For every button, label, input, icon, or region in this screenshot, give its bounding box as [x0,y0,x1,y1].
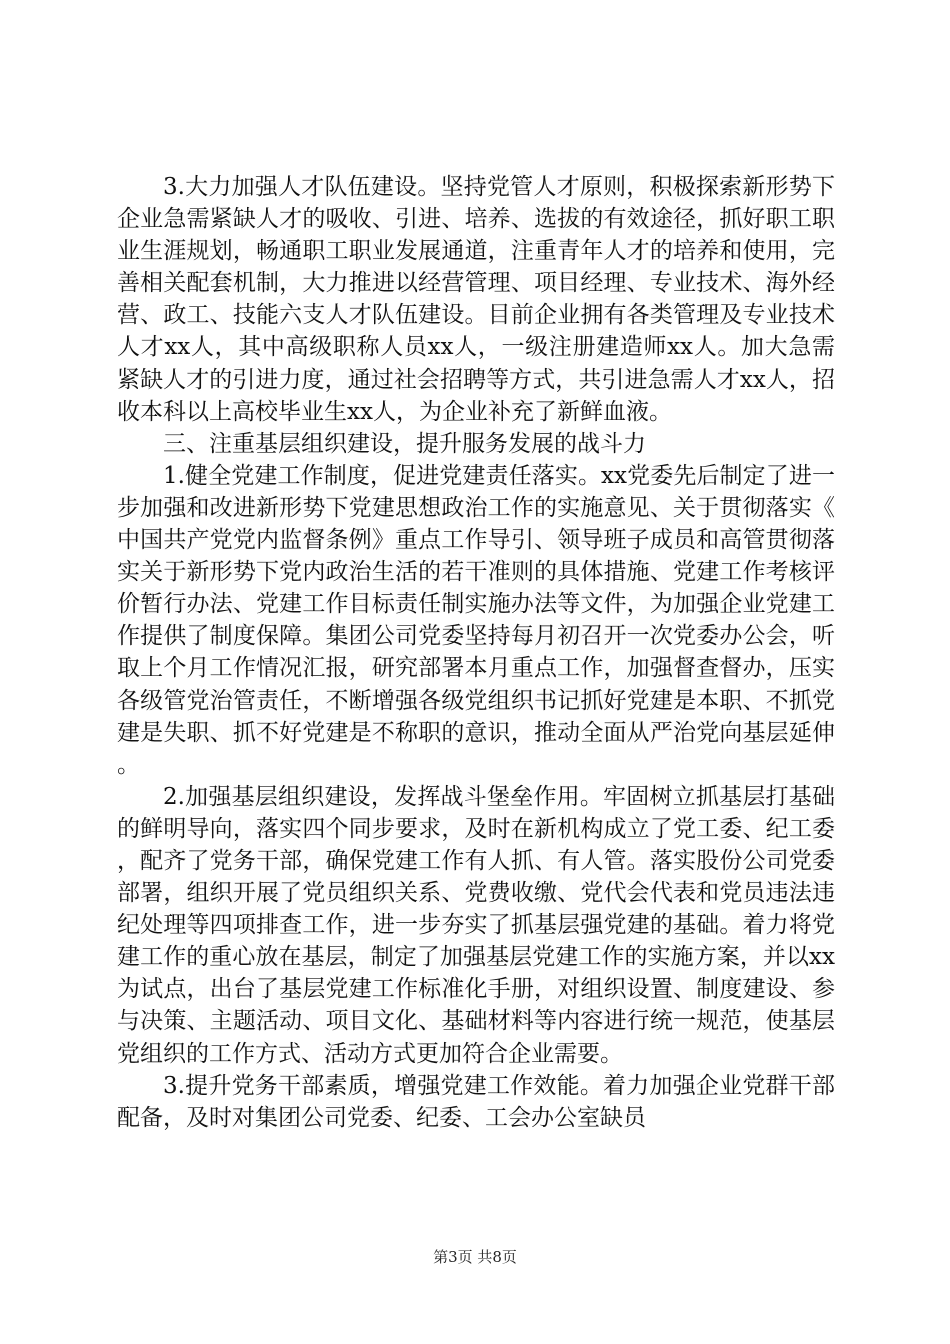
section-heading-grassroots: 三、注重基层组织建设，提升服务发展的战斗力 [163,430,646,457]
paragraph-party-cadres: 3.提升党务干部素质，增强党建工作效能。着力加强企业党群干部配备，及时对集团公司党委、纪委、工会办公室缺员 [117,1072,835,1131]
page-number-footer: 第3页 共8页 [433,1248,517,1266]
paragraph-party-system: 1.健全党建工作制度，促进党建责任落实。xx党委先后制定了进一步加强和改进新形势下党建思想政治工作的实施意见、关于贯彻落实《中国共产党党内监督条例》重点工作导引、领导班子成员和高管贯彻落实关于新形势下党内政治生活的若干准则的具体措施、党建工作考核评价暂行办法、党建工作目标责任制实施办法等文件，为加强企业党建工作提供了制度保障。集团公司党委坚持每月初召开一次党委办公会，听取上个月工作情况汇报，研究部署本月重点工作，加强督查督办，压实各级管党治管责任，不断增强各级党组织书记抓好党建是本职、不抓党建是失职、抓不好党建是不称职的意识，推动全面从严治党向基层延伸。 [117,462,835,778]
document-body [117,171,835,1134]
paragraph-grassroots-organization: 2.加强基层组织建设，发挥战斗堡垒作用。牢固树立抓基层打基础的鲜明导向，落实四个同步要求，及时在新机构成立了党工委、纪工委，配齐了党务干部，确保党建工作有人抓、有人管。落实股份公司党委部署，组织开展了党员组织关系、党费收缴、党代会代表和党员违法违纪处理等四项排查工作，进一步夯实了抓基层强党建的基础。着力将党建工作的重心放在基层，制定了加强基层党建工作的实施方案，并以xx为试点，出台了基层党建工作标准化手册，对组织设置、制度建设、参与决策、主题活动、项目文化、基础材料等内容进行统一规范，使基层党组织的工作方式、活动方式更加符合企业需要。 [117,783,835,1067]
paragraph-talent-team: 3.大力加强人才队伍建设。坚持党管人才原则，积极探索新形势下企业急需紧缺人才的吸收、引进、培养、选拔的有效途径，抓好职工职业生涯规划，畅通职工职业发展通道，注重青年人才的培养和使用，完善相关配套机制，大力推进以经营管理、项目经理、专业技术、海外经营、政工、技能六支人才队伍建设。目前企业拥有各类管理及专业技术人才xx人，其中高级职称人员xx人，一级注册建造师xx人。加大急需紧缺人才的引进力度，通过社会招聘等方式，共引进急需人才xx人，招收本科以上高校毕业生xx人，为企业补充了新鲜血液。 [117,174,835,425]
